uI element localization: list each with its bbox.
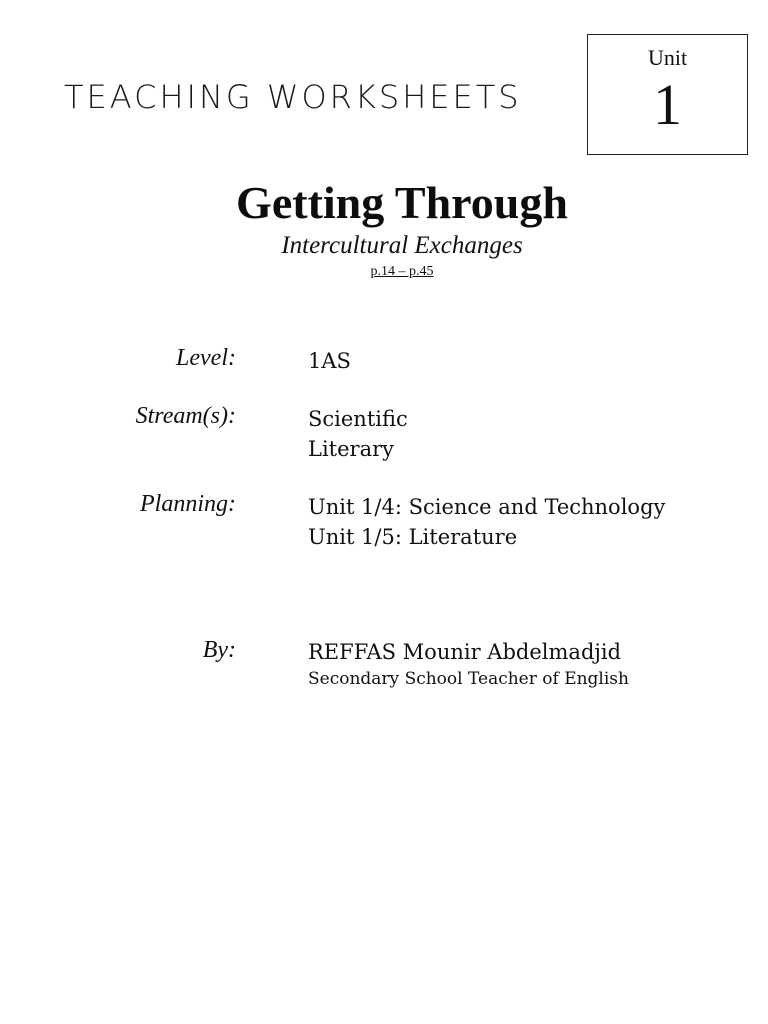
level-value bbox=[308, 346, 351, 376]
planning-item: Unit 1/5: Literature bbox=[308, 525, 518, 549]
streams-value bbox=[308, 404, 408, 464]
unit-number: 1 bbox=[653, 72, 682, 137]
by-label: By: bbox=[202, 637, 236, 663]
page-range: p.14 – p.45 bbox=[370, 264, 434, 279]
stream-item: Scientific bbox=[308, 407, 408, 431]
level-label: Level: bbox=[176, 345, 236, 371]
planning-label: Planning: bbox=[140, 491, 236, 517]
streams-label: Stream(s): bbox=[135, 403, 236, 429]
level-value-text: 1AS bbox=[308, 349, 351, 373]
planning-item: Unit 1/4: Science and Technology bbox=[308, 495, 666, 519]
subtitle: Intercultural Exchanges bbox=[281, 232, 523, 259]
unit-box bbox=[587, 34, 748, 155]
header-title: TEACHING WORKSHEETS bbox=[64, 78, 522, 116]
author-name: REFFAS Mounir Abdelmadjid bbox=[308, 640, 622, 664]
author-block bbox=[308, 637, 629, 691]
planning-value bbox=[308, 492, 665, 552]
author-role: Secondary School Teacher of English bbox=[308, 669, 629, 689]
unit-label: Unit bbox=[647, 45, 688, 70]
main-title: Getting Through bbox=[236, 177, 568, 228]
stream-item: Literary bbox=[308, 437, 394, 461]
